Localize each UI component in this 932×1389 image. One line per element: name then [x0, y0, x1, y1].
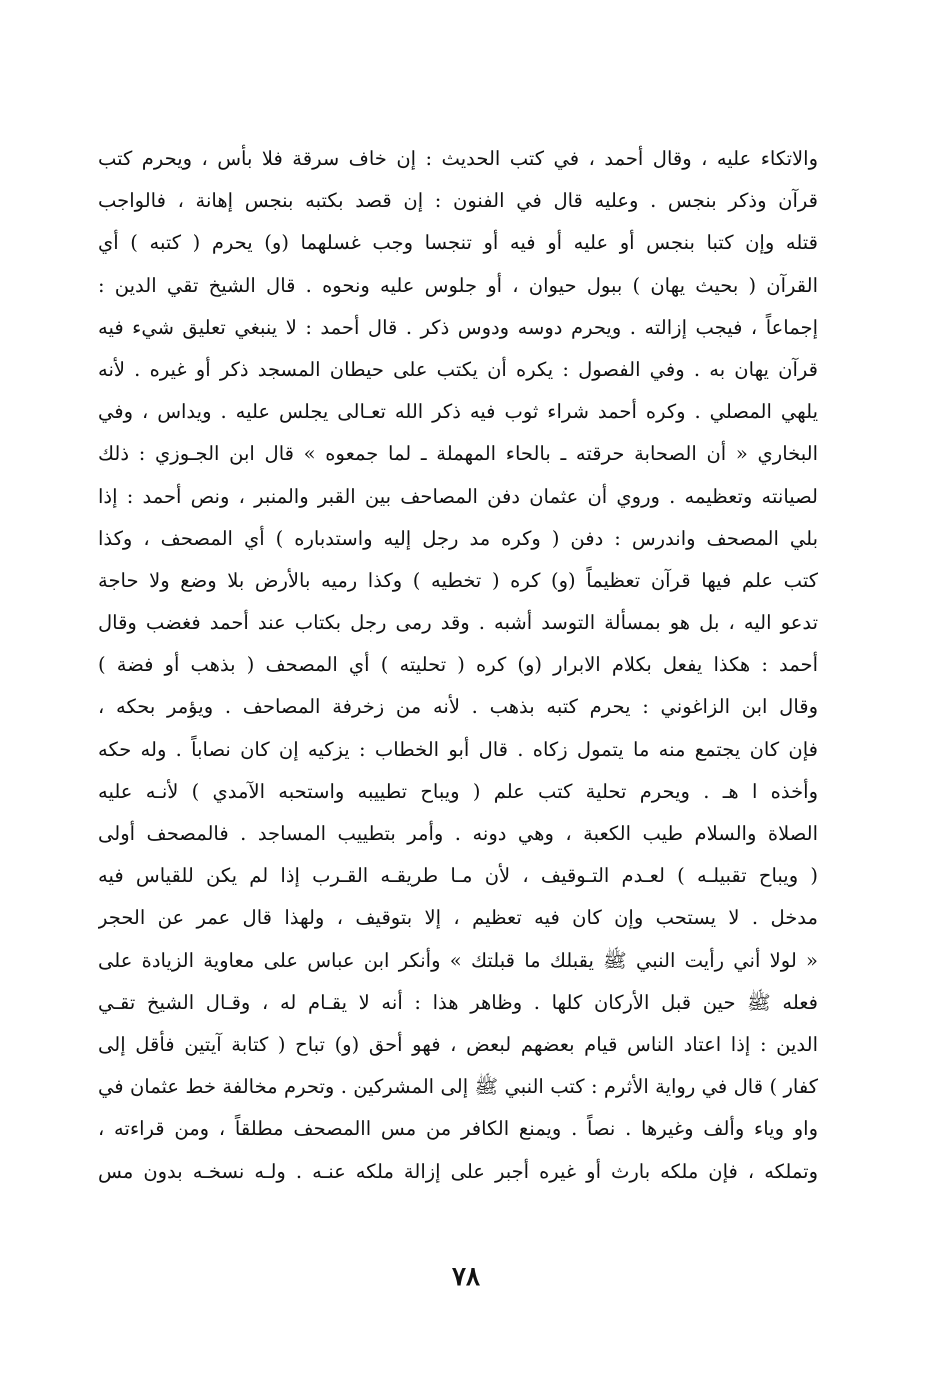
text-line: بلي المصحف واندرس : دفن ( وكره مد رجل إليه واستدباره ) أي المصحف ، وكذا [98, 526, 818, 550]
text-line: قرآن يهان به . وفي الفصول : يكره أن يكتب على حيطان المسجد ذكر أو غيره . لأنه [98, 357, 818, 381]
text-line: تدعو اليه ، بل هو بمسألة التوسد أشبه . وقد رمى رجل بكتاب عند أحمد فغضب وقال [98, 611, 818, 635]
text-line: كتب علم فيها قرآن تعظيماً (و) كره ( تخطيه ) وكذا رميه بالأرض بلا وضع ولا حاجة [98, 568, 818, 592]
text-line: وأخذه ا هـ . ويحرم تحلية كتب علم ( ويباح تطييبه واستحبه الآمدي ) لأنـه عليه [98, 779, 818, 803]
text-line: فعله ﷺ حين قبل الأركان كلها . وظاهر هذا : أنه لا يقـام له ، وقـال الشيخ تقـي [98, 990, 818, 1014]
text-line: الدين : إذا اعتاد الناس قيام بعضهم لبعض ، فهو أحق (و) تباح ( كتابة آيتين فأقل إلى [98, 1032, 818, 1056]
text-line: لصيانته وتعظيمه . وروي أن عثمان دفن المصاحف بين القبر والمنبر ، ونص أحمد : إذا [98, 484, 818, 508]
text-line: القرآن ( بحيث يهان ) ببول حيوان ، أو جلوس عليه ونحوه . قال الشيخ تقي الدين : [98, 273, 818, 297]
text-line: الصلاة والسلام طيب الكعبة ، وهي دونه . وأمر بتطييب المساجد . فالمصحف أولى [98, 822, 818, 845]
text-line: إجماعاً ، فيجب إزالته . ويحرم دوسه ودوس ذكر . قال أحمد : لا ينبغي تعليق شيء فيه [98, 315, 818, 339]
body-text [98, 138, 818, 1193]
text-line: قتله وإن كتبا بنجس أو عليه أو فيه أو تنجسا وجب غسلهما (و) يحرم ( كتبه ) أي [98, 231, 818, 255]
text-line: واو وياء وألف وغيرها . نصاً . ويمنع الكافر من مس االمصحف مطلقاً ، ومن قراءته ، [98, 1117, 818, 1141]
text-line: « لولا أني رأيت النبي ﷺ يقبلك ما قبلتك » وأنكر ابن عباس على معاوية الزيادة على [98, 948, 818, 972]
text-line: يلهي المصلي . وكره أحمد شراء ثوب فيه ذكر الله تعـالى يجلس عليه . ويداس ، وفي [98, 400, 818, 424]
text-line: أحمد : هكذا يفعل بكلام الابرار (و) كره ( تحليته ) أي المصحف ( بذهب أو فضة ) [98, 653, 818, 677]
text-line: مدخل . لا يستحب وإن كان فيه تعظيم ، إلا بتوقيف ، ولهذا قال عمر عن الحجر [98, 906, 818, 930]
text-line: كفار ) قال في رواية الأثرم : كتب النبي ﷺ إلى المشركين . وتحرم مخالفة خط عثمان في [98, 1075, 818, 1099]
text-line: ( ويباح تقبيلـه ) لعـدم التـوقيف ، لأن مـا طريقـه القـرب إذا لم يكن للقياس فيه [98, 864, 818, 888]
text-line: قرآن وذكر بنجس . وعليه قال في الفنون : إن قصد بكتبه بنجس إهانة ، فالواجب [98, 189, 818, 213]
text-line: فإن كان يجتمع منه ما يتمول زكاه . قال أبو الخطاب : يزكيه إن كان نصاباً . وله حكه [98, 737, 818, 761]
page-number: ٧٨ [452, 1262, 480, 1292]
text-line: وتملكه ، فإن ملكه بارث أو غيره أجبر على إزالة ملكه عنـه . ولـه نسخـه بدون مس [98, 1159, 818, 1183]
text-line: وقال ابن الزاغوني : يحرم كتبه بذهب . لأنه من زخرفة المصاحف . ويؤمر بحكه ، [98, 695, 818, 719]
text-line: والاتكاء عليه ، وقال أحمد ، في كتب الحديث : إن خاف سرقة فلا بأس ، ويحرم كتب [98, 147, 818, 170]
text-line: البخاري « أن الصحابة حرقته ـ بالحاء المهملة ـ لما جمعوه » قال ابن الجـوزي : ذلك [98, 442, 818, 466]
